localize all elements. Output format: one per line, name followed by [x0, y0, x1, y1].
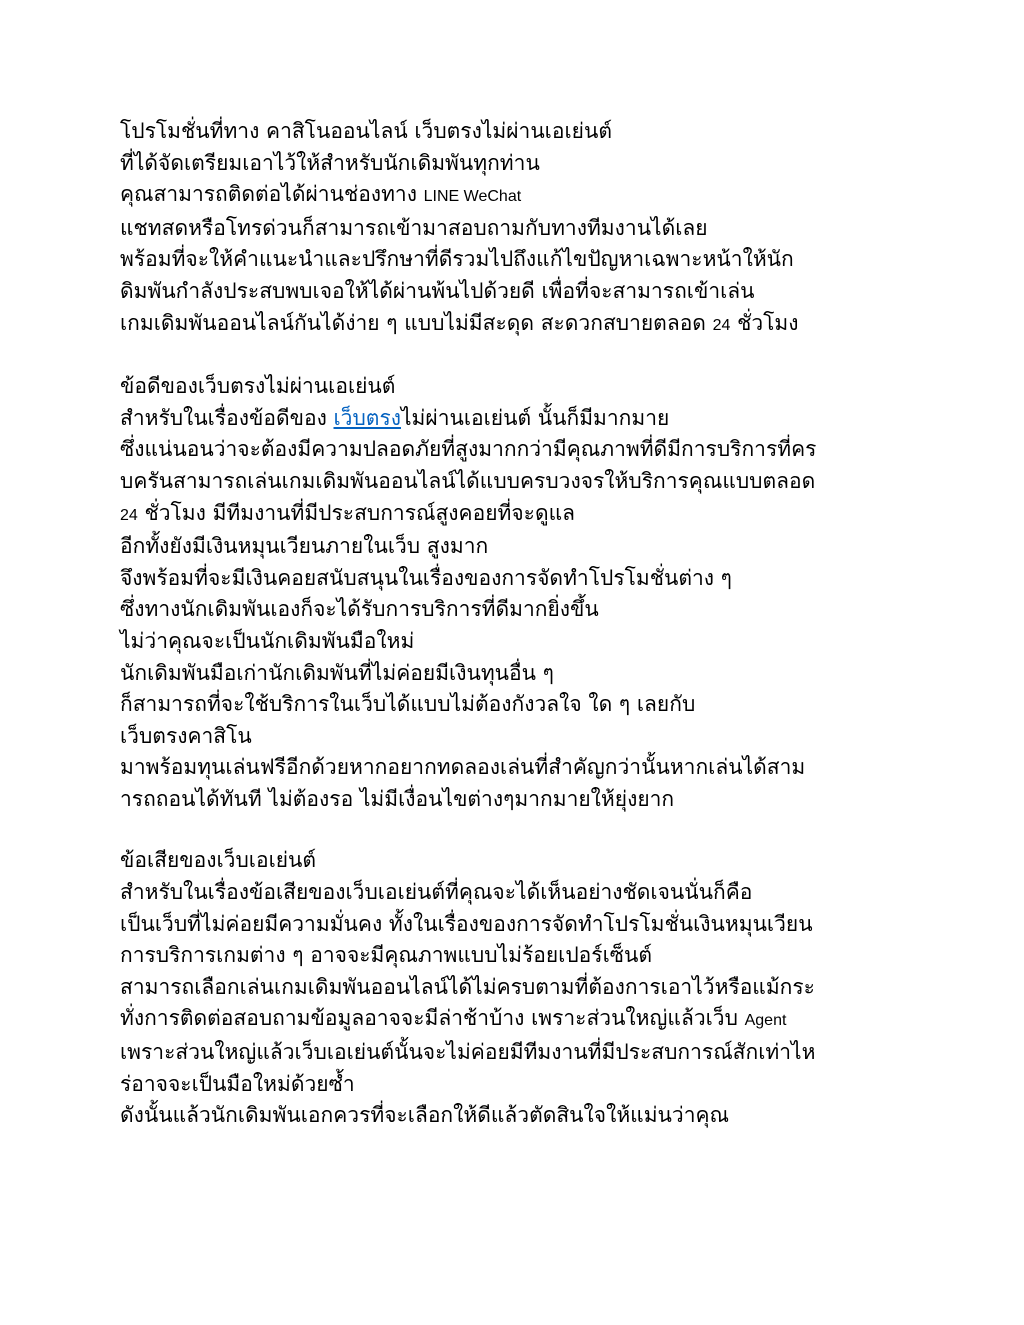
text-segment: ชั่วโมง	[730, 310, 799, 335]
text-segment: เกมเดิมพันออนไลน์กันได้ง่าย ๆ แบบไม่มีสะดุด สะดวกสบายตลอด	[120, 310, 713, 335]
text-line: โปรโมชั่นที่ทาง คาสิโนออนไลน์ เว็บตรงไม่ผ่านเอเย่นต์	[120, 119, 612, 143]
advantages-section	[120, 371, 910, 815]
text-line: ร่อาจจะเป็นมือใหม่ด้วยซ้ำ	[120, 1071, 355, 1096]
text-segment: คุณสามารถติดต่อได้ผ่านช่องทาง	[120, 182, 424, 207]
text-line: สามารถเลือกเล่นเกมเดิมพันออนไลน์ได้ไม่ครบตามที่ต้องการเอาไว้หรือแม้กระ	[120, 974, 815, 999]
text-line: สำหรับในเรื่องข้อเสียของเว็บเอเย่นต์ที่คุณจะได้เห็นอย่างชัดเจนนั่นก็คือ	[120, 880, 753, 905]
text-line: พร้อมที่จะให้คำแนะนำและปรึกษาที่ดีรวมไปถึงแก้ไขปัญหาเฉพาะหน้าให้นัก	[120, 247, 794, 272]
text-line: เป็นเว็บที่ไม่ค่อยมีความมั่นคง ทั้งในเรื่องของการจัดทำโปรโมชั่นเงินหมุนเวียน	[120, 911, 813, 936]
text-segment: 24	[120, 506, 138, 524]
text-segment: สำหรับในเรื่องข้อดีของ	[120, 405, 334, 430]
text-line: การบริการเกมต่าง ๆ อาจจะมีคุณภาพแบบไม่ร้อยเปอร์เซ็นต์	[120, 943, 652, 968]
text-segment: ชั่วโมง มีทีมงานที่มีประสบการณ์สูงคอยที่จะดูแล	[137, 500, 575, 525]
text-segment: ทั่งการติดต่อสอบถามข้อมูลอาจจะมีล่าช้าบ้าง เพราะส่วนใหญ่แล้วเว็บ	[120, 1006, 745, 1031]
text-line: ซึ่งแน่นอนว่าจะต้องมีความปลอดภัยที่สูงมากกว่ามีคุณภาพที่ดีมีการบริการที่คร	[120, 437, 817, 462]
disadvantages-section	[120, 845, 910, 1131]
text-line: ดังนั้นแล้วนักเดิมพันเอกควรที่จะเลือกให้ดีแล้วตัดสินใจให้แม่นว่าคุณ	[120, 1103, 730, 1128]
text-segment: LINE WeChat	[423, 188, 522, 206]
document-page	[120, 116, 910, 1162]
text-segment: ไม่ผ่านเอเย่นต์ นั้นก็มีมากมาย	[400, 405, 670, 430]
text-line: อีกทั้งยังมีเงินหมุนเวียนภายในเว็บ สูงมาก	[120, 534, 489, 559]
text-segment: Agent	[744, 1012, 787, 1030]
text-line: นักเดิมพันมือเก่านักเดิมพันที่ไม่ค่อยมีเงินทุนอื่น ๆ	[120, 660, 554, 685]
text-line: ซึ่งทางนักเดิมพันเองก็จะได้รับการบริการที่ดีมากยิ่งขึ้น	[120, 597, 599, 622]
text-line: ดิมพันกำลังประสบพบเจอให้ได้ผ่านพ้นไปด้วยดี เพื่อที่จะสามารถเข้าเล่น	[120, 278, 755, 303]
text-segment: 24	[712, 316, 731, 334]
intro-paragraph	[120, 116, 910, 341]
text-line	[120, 308, 910, 342]
text-line: มาพร้อมทุนเล่นฟรีอีกด้วยหากอยากทดลองเล่นที่สำคัญกว่านั้นหากเล่นได้สาม	[120, 755, 806, 780]
text-line: เว็บตรงคาสิโน	[120, 723, 252, 748]
text-line: ก็สามารถที่จะใช้บริการในเว็บได้แบบไม่ต้องกังวลใจ ใด ๆ เลยกับ	[120, 692, 696, 717]
text-line: ารถถอนได้ทันที ไม่ต้องรอ ไม่มีเงื่อนไขต่างๆมากมายให้ยุ่งยาก	[120, 786, 675, 811]
web-direct-link[interactable]: เว็บตรง	[333, 405, 401, 430]
text-line: ไม่ว่าคุณจะเป็นนักเดิมพันมือใหม่	[120, 628, 415, 653]
text-line	[120, 179, 910, 213]
text-line: ที่ได้จัดเตรียมเอาไว้ให้สำหรับนักเดิมพันทุกท่าน	[120, 150, 540, 175]
text-line	[120, 498, 910, 532]
section-heading: ข้อเสียของเว็บเอเย่นต์	[120, 848, 317, 873]
text-line	[120, 403, 910, 435]
section-heading: ข้อดีของเว็บตรงไม่ผ่านเอเย่นต์	[120, 374, 396, 399]
text-line: จึงพร้อมที่จะมีเงินคอยสนับสนุนในเรื่องของการจัดทำโปรโมชั่นต่าง ๆ	[120, 565, 732, 590]
text-line: เพราะส่วนใหญ่แล้วเว็บเอเย่นต์นั้นจะไม่ค่อยมีทีมงานที่มีประสบการณ์สักเท่าไห	[120, 1040, 816, 1065]
text-line: แชทสดหรือโทรด่วนก็สามารถเข้ามาสอบถามกับทางทีมงานได้เลย	[120, 215, 708, 240]
text-line	[120, 1003, 910, 1037]
text-line: บครันสามารถเล่นเกมเดิมพันออนไลน์ได้แบบครบวงจรให้บริการคุณแบบตลอด	[120, 468, 816, 493]
